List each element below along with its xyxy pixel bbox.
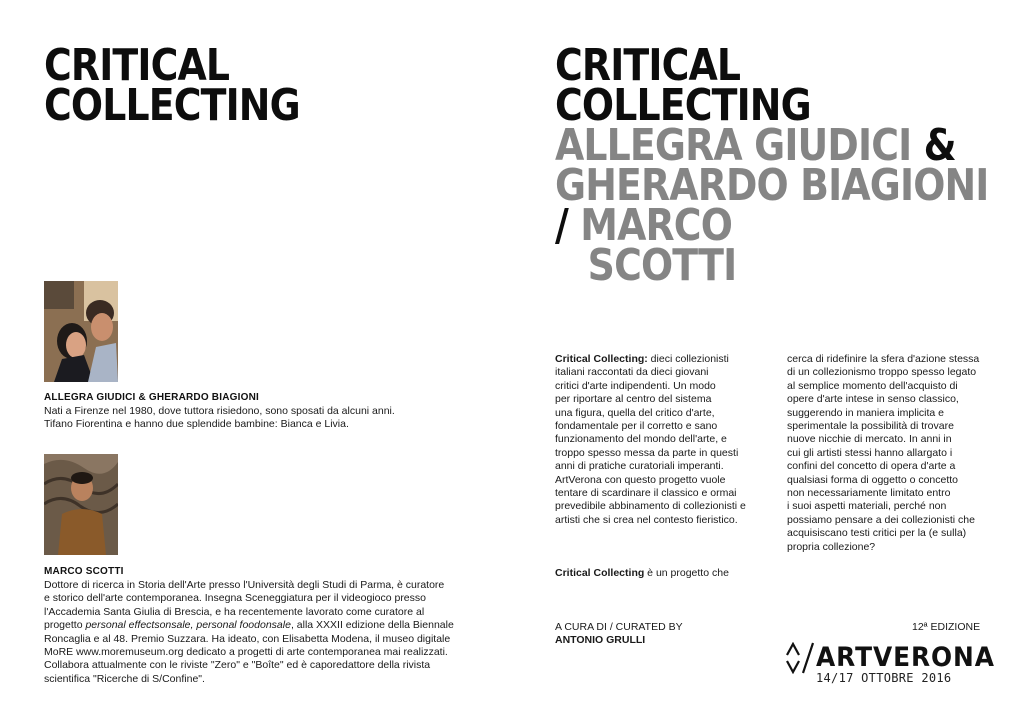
intro-line: nuove nicchie di mercato. In anni in — [787, 433, 952, 446]
person1-bio-line: Tifano Fiorentina e hanno due splendide bambine: Bianca e Livia. — [44, 418, 349, 431]
intro-line: sperimentale la possibilità di trovare — [787, 420, 954, 433]
intro-column-2 — [787, 353, 997, 554]
photo-giudici-biagioni — [44, 281, 118, 382]
intro-line: possiamo pensare a dei collezionisti che — [787, 513, 975, 526]
intro-bold: Critical Collecting — [555, 567, 645, 579]
intro-line: qualsiasi forma di oggetto o concetto — [787, 473, 959, 486]
intro-line: al semplice momento dell'acquisto di — [787, 379, 958, 392]
intro-column-1-end — [555, 567, 780, 580]
photo-marco-scotti — [44, 454, 118, 555]
intro-line: cerca di ridefinire la sfera d'azione stessa — [787, 353, 980, 365]
right-title — [555, 40, 989, 291]
intro-line: Critical Collecting: dieci collezionisti — [555, 353, 729, 365]
intro-line: non necessariamente limitato entro — [787, 487, 951, 500]
intro-line: italiani raccontati da dieci giovani — [555, 366, 709, 379]
intro-line: ArtVerona con questo progetto vuole — [555, 473, 726, 486]
person2-bio — [44, 579, 504, 686]
intro-line: cui gli artisti stessi hanno allargato i — [787, 446, 953, 459]
intro-line: funzionamento del mondo dell'arte, e — [555, 433, 727, 446]
intro-line: anni di pratiche curatoriali imperanti. — [555, 460, 724, 473]
logo-slash-icon — [801, 642, 815, 674]
intro-line: di un collezionismo troppo spesso legato — [787, 366, 977, 379]
names-scotti: SCOTTI — [587, 240, 737, 291]
person2-bio-line: progetto personal effectsonsale, personal foodonsale, alla XXXII edizione della Biennale — [44, 619, 454, 632]
intro-line: per riportare al centro del sistema — [555, 393, 712, 406]
ampersand: & — [923, 120, 956, 171]
event-dates: 14/17 OTTOBRE 2016 — [816, 671, 952, 685]
person1-bio-line: Nati a Firenze nel 1980, dove tuttora risiedono, sono sposati da alcuni anni. — [44, 405, 395, 417]
person2-bio-line: scientifica "Ricerche di S/Confine". — [44, 672, 205, 685]
person2-bio-line: l'Accademia Santa Giulia di Brescia, e ha recentemente lavorato come curatore al — [44, 605, 425, 618]
names-marco: MARCO — [580, 200, 733, 251]
intro-line: i suoi aspetti materiali, perché non — [787, 500, 947, 513]
intro-line: acquisiscano testi critici per la (e sulla) — [787, 527, 967, 540]
person2-bio-line: e storico dell'arte contemporanea. Insegna Sceneggiatura per il videogioco presso — [44, 592, 426, 605]
person1-bio — [44, 405, 484, 432]
logo-chevrons-icon — [786, 642, 800, 674]
names-allegra: ALLEGRA GIUDICI — [555, 120, 912, 171]
person2-bio-line: Dottore di ricerca in Storia dell'Arte presso l'Università degli Studi di Parma, è curatore — [44, 579, 445, 591]
left-title — [44, 40, 300, 131]
intro-line: una figura, quella del critico d'arte, — [555, 406, 715, 419]
intro-line: troppo spesso messa da parte in questi — [555, 446, 739, 459]
slash: / — [555, 200, 568, 251]
intro-line: opere d'arte intese in senso classico, — [787, 393, 959, 406]
right-title-line1: CRITICAL — [555, 40, 741, 91]
intro-line: suggerendo in maniera implicita e — [787, 406, 945, 419]
project-title: personal effectsonsale, personal foodonsale — [85, 619, 291, 632]
intro-line: Critical Collecting è un progetto che — [555, 567, 729, 579]
person2-bio-line: MoRE www.moremuseum.org dedicato a progetti di arte contemporanea mai realizzati. — [44, 646, 448, 659]
intro-line: fondamentale per il corretto e sano — [555, 420, 718, 433]
artverona-logo — [786, 642, 995, 688]
person2-bio-line: Roncaglia e al 48. Premio Suzzara. Ha ideato, con Elisabetta Modena, il museo digitale — [44, 632, 451, 645]
curator-name: ANTONIO GRULLI — [555, 634, 646, 646]
edition-label: 12ª EDIZIONE — [912, 621, 981, 633]
person2-bio-line: Collabora attualmente con le riviste "Zero" e "Boîte" ed è caporedattore della rivista — [44, 659, 431, 672]
intro-line: propria collezione? — [787, 540, 876, 553]
person2-name: MARCO SCOTTI — [44, 566, 124, 577]
man-portrait-icon — [44, 454, 118, 555]
right-title-line2: COLLECTING — [555, 80, 811, 131]
intro-line: critici d'arte indipendenti. Un modo — [555, 379, 716, 392]
intro-line: tentare di scardinare il classico e ormai — [555, 487, 737, 500]
intro-bold: Critical Collecting: — [555, 353, 648, 365]
intro-line: artisti che si crea nel contesto fieristico. — [555, 513, 738, 526]
intro-line: confini del concetto di opera d'arte a — [787, 460, 956, 473]
intro-line: prevedibile abbinamento di collezionisti e — [555, 500, 746, 513]
logo-text: ARTVERONA — [816, 642, 995, 673]
person1-name: ALLEGRA GIUDICI & GHERARDO BIAGIONI — [44, 392, 259, 403]
couple-portrait-icon — [44, 281, 118, 382]
left-title-line1: CRITICAL — [44, 40, 230, 91]
names-gherardo: GHERARDO BIAGIONI — [555, 160, 989, 211]
left-title-line2: COLLECTING — [44, 80, 300, 131]
intro-column-1 — [555, 353, 780, 527]
curated-by-label: A CURA DI / CURATED BY — [555, 621, 683, 633]
